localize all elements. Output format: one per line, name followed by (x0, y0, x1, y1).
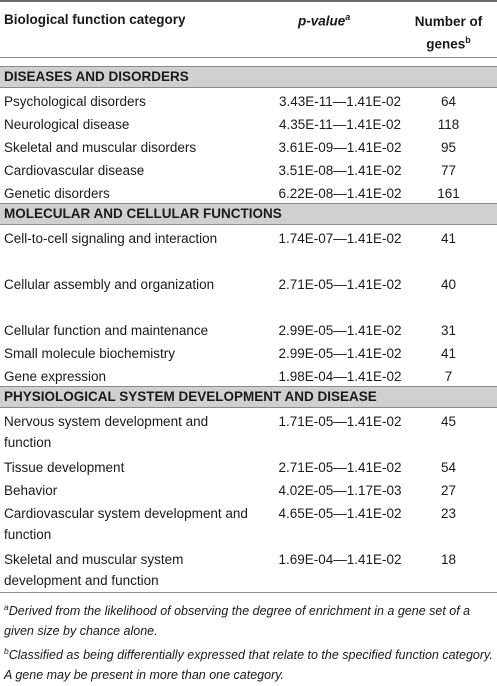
row-genes: 54 (440, 460, 457, 475)
table-row (0, 88, 497, 111)
header-genes-footnote-mark: b (465, 35, 471, 45)
row-name: Neurological disease (4, 117, 130, 132)
header-category: Biological function category (4, 12, 186, 27)
header-gap (0, 58, 497, 66)
table-row (0, 111, 497, 134)
section-header (0, 203, 497, 225)
row-genes: 41 (440, 346, 457, 361)
row-pvalue: 3.61E-09—1.41E-02 (278, 140, 402, 155)
footnote-b (4, 641, 493, 685)
table-row (0, 317, 497, 340)
section-title: MOLECULAR AND CELLULAR FUNCTIONS (4, 206, 282, 221)
header-genes-line1: Number of (414, 14, 483, 29)
row-name: Skeletal and muscular system development and function (4, 552, 184, 588)
row-pvalue: 3.51E-08—1.41E-02 (278, 163, 402, 178)
row-genes: 27 (440, 483, 457, 498)
row-pvalue: 1.71E-05—1.41E-02 (278, 414, 402, 429)
row-name: Behavior (4, 483, 58, 498)
row-pvalue: 4.65E-05—1.41E-02 (278, 506, 402, 521)
row-genes: 7 (444, 369, 453, 384)
footnote-mark: a (4, 602, 9, 612)
row-name: Genetic disorders (4, 186, 110, 201)
table-row (0, 363, 497, 386)
table-row (0, 225, 497, 271)
footnote-a (4, 597, 493, 641)
table-row (0, 157, 497, 180)
table-row (0, 477, 497, 500)
footnote-text: Classified as being differentially expressed that relate to the specified function category. A gene may be present in more than one category. (4, 648, 493, 683)
row-name: Gene expression (4, 369, 107, 384)
row-genes: 118 (437, 117, 460, 132)
row-genes: 23 (440, 506, 457, 521)
row-pvalue: 3.43E-11—1.41E-02 (278, 94, 402, 109)
header-genes-line2 (402, 31, 495, 54)
row-pvalue: 2.99E-05—1.41E-02 (278, 346, 402, 361)
row-name: Psychological disorders (4, 94, 146, 109)
table-row (0, 500, 497, 546)
row-name: Cell-to-cell signaling and interaction (4, 231, 218, 246)
table-row (0, 454, 497, 477)
table-row (0, 180, 497, 203)
table-row (0, 134, 497, 157)
row-pvalue: 2.99E-05—1.41E-02 (278, 323, 402, 338)
row-name: Cardiovascular system development and function (4, 506, 248, 542)
row-pvalue: 4.35E-11—1.41E-02 (278, 117, 402, 132)
row-genes: 95 (440, 140, 457, 155)
row-genes: 40 (440, 277, 457, 292)
row-name: Cellular assembly and organization (4, 277, 215, 292)
row-name: Small molecule biochemistry (4, 346, 176, 361)
section-title: PHYSIOLOGICAL SYSTEM DEVELOPMENT AND DISEASE (4, 389, 377, 404)
header-genes (402, 12, 495, 54)
row-genes: 31 (440, 323, 457, 338)
row-name: Skeletal and muscular disorders (4, 140, 197, 155)
row-genes: 41 (440, 231, 457, 246)
header-pvalue-label: p-value (298, 13, 346, 29)
header-pvalue (298, 12, 350, 29)
row-pvalue: 6.22E-08—1.41E-02 (278, 186, 402, 201)
row-name: Cellular function and maintenance (4, 323, 209, 338)
row-genes: 45 (440, 414, 457, 429)
row-pvalue: 1.98E-04—1.41E-02 (278, 369, 402, 384)
table-body (0, 66, 497, 592)
footnote-text: Derived from the likelihood of observing the degree of enrichment in a gene set of a given size by chance alone. (4, 604, 471, 639)
table-bottom-rule (0, 592, 497, 593)
table-header (0, 0, 497, 58)
header-genes-label: genes (426, 36, 466, 52)
row-genes: 161 (437, 186, 460, 201)
row-name: Nervous system development and function (4, 414, 209, 450)
row-name: Cardiovascular disease (4, 163, 145, 178)
table-row (0, 546, 497, 592)
row-pvalue: 2.71E-05—1.41E-02 (278, 277, 402, 292)
table-row (0, 340, 497, 363)
row-name: Tissue development (4, 460, 125, 475)
row-genes: 77 (440, 163, 457, 178)
section-header (0, 386, 497, 408)
row-genes: 64 (440, 94, 457, 109)
row-pvalue: 2.71E-05—1.41E-02 (278, 460, 402, 475)
header-pvalue-footnote-mark: a (345, 12, 351, 22)
section-header (0, 66, 497, 88)
table-row (0, 408, 497, 454)
row-pvalue: 4.02E-05—1.17E-03 (278, 483, 402, 498)
row-pvalue: 1.69E-04—1.41E-02 (278, 552, 402, 567)
section-title: DISEASES AND DISORDERS (4, 69, 189, 84)
table-row (0, 271, 497, 317)
footnote-mark: b (4, 646, 9, 656)
row-genes: 18 (440, 552, 457, 567)
row-pvalue: 1.74E-07—1.41E-02 (278, 231, 402, 246)
